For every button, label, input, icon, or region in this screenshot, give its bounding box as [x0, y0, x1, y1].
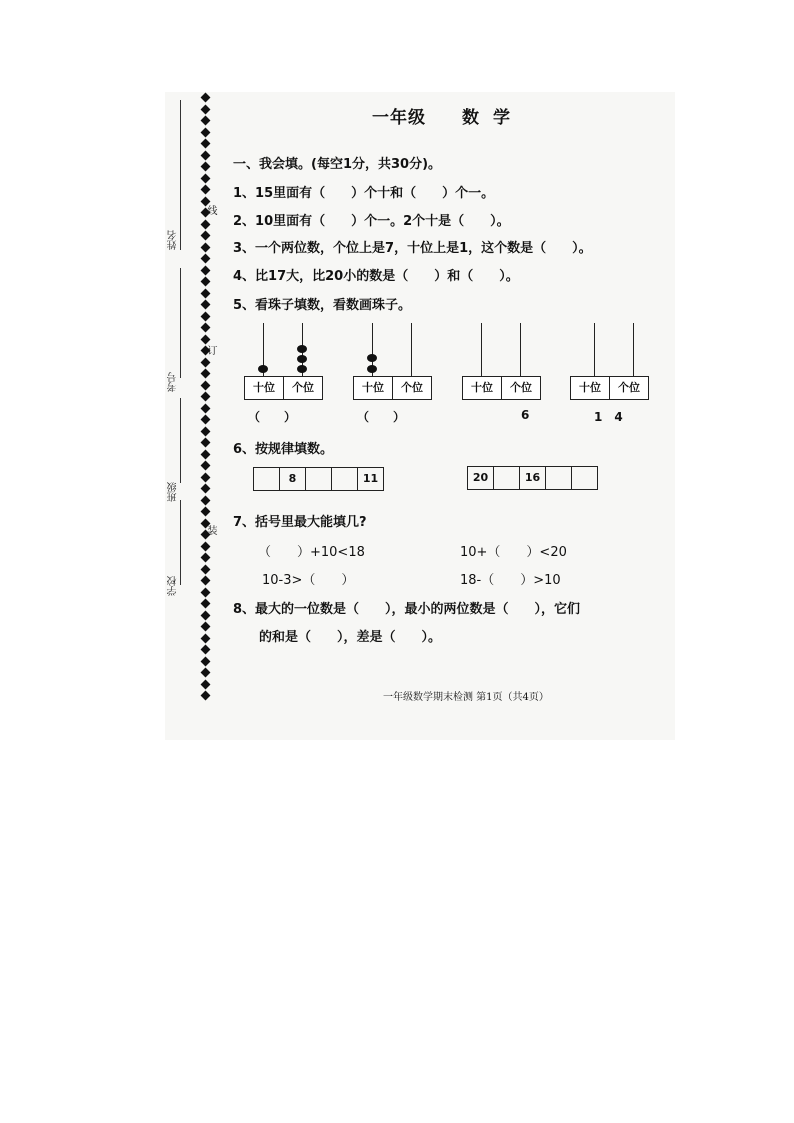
- tens-label: 十位: [579, 381, 601, 394]
- sequence-cell: [254, 468, 279, 490]
- binding-diamond: [201, 656, 211, 666]
- binding-diamond-line: [201, 94, 211, 702]
- binding-diamond: [201, 438, 211, 448]
- binding-diamond: [201, 576, 211, 586]
- sequence-2: [467, 466, 598, 490]
- abacus-4-tens-rod: [594, 323, 595, 376]
- tens-label: 十位: [253, 381, 275, 394]
- question-6: 6、按规律填数。: [233, 442, 334, 457]
- section-1-title: 一、我会填。(每空1分，共30分)。: [233, 157, 442, 172]
- sequence-cell: [331, 468, 357, 490]
- sequence-cell: [305, 468, 331, 490]
- class-line: [180, 398, 181, 483]
- binding-diamond: [201, 610, 211, 620]
- binding-diamond: [201, 127, 211, 137]
- binding-diamond: [201, 265, 211, 275]
- place-value-box-2: [353, 376, 432, 400]
- question-2: 2、10里面有（ ）个一。2个十是（ ）。: [233, 214, 510, 229]
- binding-diamond: [201, 380, 211, 390]
- inequality-1: （ ）+10<18: [258, 545, 365, 560]
- ones-label: 个位: [392, 377, 431, 399]
- binding-diamond: [201, 219, 211, 229]
- bead: [258, 365, 268, 373]
- subject-title: 数学: [462, 108, 524, 128]
- question-8-line-1: 8、最大的一位数是（ ），最小的两位数是（ ），它们: [233, 602, 581, 617]
- binding-diamond: [201, 323, 211, 333]
- margin-char-line: 线: [205, 205, 216, 215]
- inequality-3: 10-3>（ ）: [262, 573, 355, 588]
- binding-diamond: [201, 426, 211, 436]
- question-3: 3、一个两位数，个位上是7，十位上是1，这个数是（ ）。: [233, 241, 592, 256]
- abacus-4-ones-rod: [633, 323, 634, 376]
- binding-diamond: [201, 173, 211, 183]
- binding-diamond: [201, 587, 211, 597]
- name-label: 姓名: [168, 230, 179, 250]
- place-value-box-4: [570, 376, 649, 400]
- sequence-cell: [493, 467, 519, 489]
- binding-diamond: [201, 116, 211, 126]
- sequence-cell: 20: [472, 471, 489, 484]
- school-line: [180, 500, 181, 585]
- margin-char-bind: 订: [205, 345, 216, 355]
- question-5: 5、看珠子填数，看数画珠子。: [233, 298, 412, 313]
- sequence-cell: [571, 467, 597, 489]
- binding-diamond: [201, 449, 211, 459]
- ones-label: 个位: [283, 377, 322, 399]
- abacus-answer-1: （ ）: [248, 410, 297, 424]
- binding-diamond: [201, 541, 211, 551]
- name-line: [180, 100, 181, 250]
- binding-diamond: [201, 679, 211, 689]
- school-label: 学校: [168, 576, 179, 596]
- binding-diamond: [201, 553, 211, 563]
- place-value-box-3: [462, 376, 541, 400]
- tens-label: 十位: [471, 381, 493, 394]
- abacus-3-ones-rod: [520, 323, 521, 376]
- binding-diamond: [201, 564, 211, 574]
- binding-diamond: [201, 254, 211, 264]
- abacus-2-ones-rod: [411, 323, 412, 376]
- abacus-answer-2: （ ）: [357, 410, 406, 424]
- binding-diamond: [201, 104, 211, 114]
- binding-diamond: [201, 461, 211, 471]
- binding-diamond: [201, 357, 211, 367]
- binding-diamond: [201, 645, 211, 655]
- binding-diamond: [201, 403, 211, 413]
- binding-diamond: [201, 495, 211, 505]
- binding-diamond: [201, 311, 211, 321]
- bead: [367, 354, 377, 362]
- binding-diamond: [201, 242, 211, 252]
- grade-title: 一年级: [372, 108, 426, 128]
- binding-diamond: [201, 622, 211, 632]
- binding-diamond: [201, 277, 211, 287]
- binding-diamond: [201, 369, 211, 379]
- binding-diamond: [201, 139, 211, 149]
- binding-diamond: [201, 668, 211, 678]
- sequence-1: [253, 467, 384, 491]
- binding-diamond: [201, 185, 211, 195]
- bead: [297, 345, 307, 353]
- binding-diamond: [201, 507, 211, 517]
- binding-diamond: [201, 288, 211, 298]
- binding-diamond: [201, 484, 211, 494]
- binding-diamond: [201, 599, 211, 609]
- sequence-cell: [545, 467, 571, 489]
- abacus-answer-3: 6: [521, 408, 530, 422]
- binding-diamond: [201, 415, 211, 425]
- number-line: [180, 268, 181, 378]
- question-4: 4、比17大，比20小的数是（ ）和（ ）。: [233, 269, 519, 284]
- sequence-cell: 8: [279, 468, 305, 490]
- abacus-3-tens-rod: [481, 323, 482, 376]
- question-7: 7、括号里最大能填几?: [233, 515, 367, 530]
- place-value-box-1: [244, 376, 323, 400]
- question-1: 1、15里面有（ ）个十和（ ）个一。: [233, 186, 495, 201]
- class-label: 班级: [168, 482, 179, 502]
- ones-label: 个位: [609, 377, 648, 399]
- number-label: 考号: [168, 372, 179, 392]
- ones-label: 个位: [501, 377, 540, 399]
- bead: [297, 355, 307, 363]
- binding-diamond: [201, 392, 211, 402]
- binding-diamond: [201, 472, 211, 482]
- binding-diamond: [201, 691, 211, 701]
- binding-diamond: [201, 150, 211, 160]
- question-8-line-2: 的和是（ ），差是（ ）。: [259, 630, 442, 645]
- binding-diamond: [201, 334, 211, 344]
- binding-diamond: [201, 300, 211, 310]
- inequality-2: 10+（ ）<20: [460, 545, 567, 560]
- page-footer: 一年级数学期末检测 第1页（共4页）: [383, 692, 549, 703]
- inequality-4: 18-（ ）>10: [460, 573, 561, 588]
- sequence-cell: 16: [519, 467, 545, 489]
- binding-diamond: [201, 231, 211, 241]
- binding-diamond: [201, 633, 211, 643]
- bead: [297, 365, 307, 373]
- tens-label: 十位: [362, 381, 384, 394]
- sequence-cell: 11: [357, 468, 383, 490]
- binding-diamond: [201, 93, 211, 103]
- bead: [367, 365, 377, 373]
- margin-char-pack: 装: [205, 525, 216, 535]
- binding-diamond: [201, 162, 211, 172]
- abacus-answer-4: 1 4: [594, 410, 623, 424]
